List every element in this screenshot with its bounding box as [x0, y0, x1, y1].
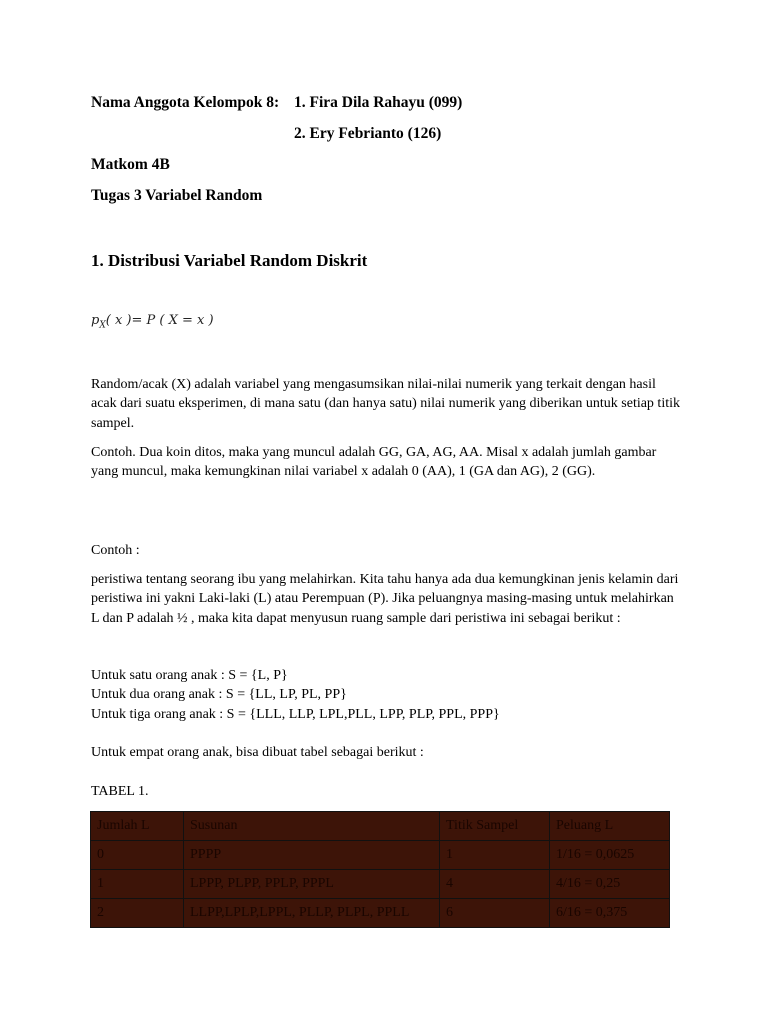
table-cell: LPPP, PLPP, PPLP, PPPL: [184, 870, 440, 899]
member-2: 2. Ery Febrianto (126): [294, 125, 442, 142]
members-label: Nama Anggota Kelompok 8:: [91, 94, 280, 111]
sample-space-two: Untuk dua orang anak : S = {LL, LP, PL, PP}: [91, 687, 347, 702]
table-label: TABEL 1.: [91, 784, 149, 799]
formula-rest: ( x )= P ( X = x ): [105, 313, 214, 328]
formula-p: p: [91, 313, 100, 328]
table-cell: 6/16 = 0,375: [550, 899, 670, 928]
assignment-title: Tugas 3 Variabel Random: [91, 187, 263, 204]
header-peluang-l: Peluang L: [550, 812, 670, 841]
table-cell: 2: [91, 899, 184, 928]
header-titik-sampel: Titik Sampel: [440, 812, 550, 841]
example-label: Contoh :: [91, 543, 140, 558]
pmf-formula: [91, 313, 214, 331]
table-header-row: [91, 812, 670, 841]
header-susunan: Susunan: [184, 812, 440, 841]
probability-table: [90, 811, 670, 928]
table-cell: 1/16 = 0,0625: [550, 841, 670, 870]
table-cell: 1: [440, 841, 550, 870]
birth-example-paragraph: peristiwa tentang seorang ibu yang melahirkan. Kita tahu hanya ada dua kemungkinan jenis kelamin dari peristiwa ini yakni Laki-laki (L) atau Perempuan (P). Jika peluangnya masing-masing untuk melahirkan L dan P adalah ½ , maka kita dapat menyusun ruang sample dari peristiwa ini sebagai berikut :: [91, 572, 679, 626]
member-1: 1. Fira Dila Rahayu (099): [294, 94, 463, 111]
definition-paragraph: Random/acak (X) adalah variabel yang mengasumsikan nilai-nilai numerik yang terkait dengan hasil acak dari suatu eksperimen, di mana satu (dan hanya satu) nilai numerik yang diberikan untuk setiap titik sampel.: [91, 377, 680, 431]
table-cell: 6: [440, 899, 550, 928]
table-row: [91, 870, 670, 899]
table-row: [91, 899, 670, 928]
table-row: [91, 841, 670, 870]
table-cell: 4: [440, 870, 550, 899]
coin-example-paragraph: Contoh. Dua koin ditos, maka yang muncul adalah GG, GA, AG, AA. Misal x adalah jumlah gambar yang muncul, maka kemungkinan nilai variabel x adalah 0 (AA), 1 (GA dan AG), 2 (GG).: [91, 445, 657, 480]
sample-space-one: Untuk satu orang anak : S = {L, P}: [91, 668, 288, 683]
table-cell: LLPP,LPLP,LPPL, PLLP, PLPL, PPLL: [184, 899, 440, 928]
sample-space-three: Untuk tiga orang anak : S = {LLL, LLP, LPL,PLL, LPP, PLP, PPL, PPP}: [91, 707, 500, 722]
table-cell: 1: [91, 870, 184, 899]
table-cell: PPPP: [184, 841, 440, 870]
section-title: 1. Distribusi Variabel Random Diskrit: [91, 251, 368, 270]
table-cell: 0: [91, 841, 184, 870]
formula-subscript: X: [99, 320, 106, 331]
header-jumlah-l: Jumlah L: [91, 812, 184, 841]
class-name: Matkom 4B: [91, 156, 170, 173]
table-cell: 4/16 = 0,25: [550, 870, 670, 899]
sample-space-four-intro: Untuk empat orang anak, bisa dibuat tabel sebagai berikut :: [91, 745, 424, 760]
